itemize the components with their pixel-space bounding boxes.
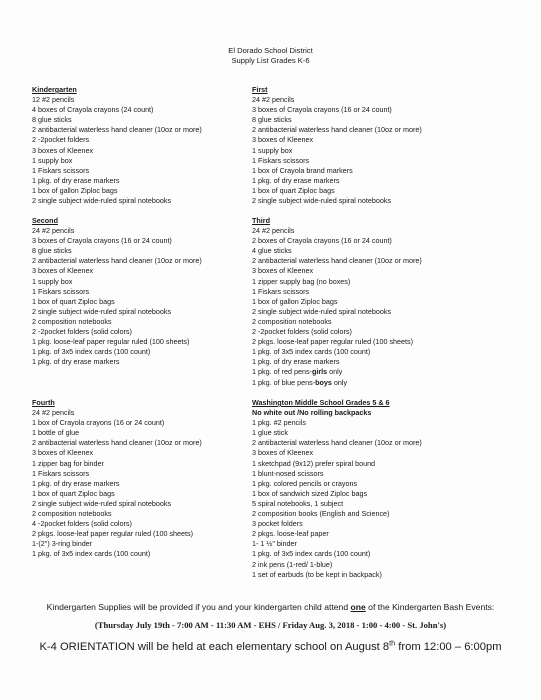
list-item: 2 composition notebooks — [32, 316, 112, 326]
list-item: 1 zipper supply bag (no boxes) — [252, 276, 351, 286]
list-item: 1 pkg. colored pencils or crayons — [252, 478, 358, 488]
list-item: 2 single subject wide-ruled spiral notebooks — [32, 196, 172, 206]
list-item: 1 sketchpad (9x12) prefer spiral bound — [252, 458, 376, 468]
list-item: 1 Fiskars scissors — [32, 286, 90, 296]
section-title: Third — [252, 216, 270, 225]
list-item: 4 glue sticks — [252, 246, 292, 256]
list-item: 3 boxes of Crayola crayons (16 or 24 count) — [252, 105, 392, 115]
list-item: 1 pkg. loose-leaf paper regular ruled (100 sheets) — [32, 337, 190, 347]
middle-school-section — [252, 398, 422, 580]
document-header — [0, 46, 541, 66]
section-title: Kindergarten — [32, 85, 77, 94]
list-item: 1 box of quart Ziploc bags — [252, 185, 335, 195]
list-item: 1 pkg. of 3x5 index cards (100 count) — [252, 549, 371, 559]
list-item: 1 pkg. of dry erase markers — [252, 175, 340, 185]
list-item: 2 antibacterial waterless hand cleaner (10oz or more) — [32, 256, 202, 266]
section-title: Washington Middle School Grades 5 & 6 — [252, 398, 390, 407]
list-item: 2 boxes of Crayola crayons (16 or 24 count) — [252, 236, 392, 246]
list-item: 12 #2 pencils — [32, 95, 75, 105]
list-item: 1 box of gallon Ziploc bags — [32, 185, 118, 195]
section-title: Fourth — [32, 398, 55, 407]
third-grade-section — [252, 216, 422, 388]
list-item: 2 antibacterial waterless hand cleaner (10oz or more) — [32, 125, 202, 135]
list-item: 1 box of quart Ziploc bags — [32, 296, 115, 306]
section-title: First — [252, 85, 268, 94]
list-item: 8 glue sticks — [252, 115, 292, 125]
list-item: 2 -2pocket folders — [32, 135, 90, 145]
list-item: 3 boxes of Kleenex — [32, 448, 94, 458]
list-item: 1 Fiskars scissors — [32, 165, 90, 175]
list-item: 1 supply box — [32, 276, 73, 286]
list-item: 2 pkgs. loose-leaf paper regular ruled (100 sheets) — [32, 529, 194, 539]
document-subtitle: Supply List Grades K-6 — [231, 56, 310, 65]
list-item: 3 boxes of Crayola crayons (16 or 24 count) — [32, 236, 172, 246]
list-item: 3 pocket folders — [252, 519, 303, 529]
list-item: 24 #2 pencils — [252, 226, 295, 236]
list-item: 24 #2 pencils — [252, 95, 295, 105]
list-item: 2 composition books (English and Science) — [252, 509, 390, 519]
list-item: 2 composition notebooks — [32, 509, 112, 519]
list-item: 2 antibacterial waterless hand cleaner (10oz or more) — [252, 256, 422, 266]
list-item: 2 -2pocket folders (solid colors) — [32, 327, 132, 337]
list-item: 2 antibacterial waterless hand cleaner (10oz or more) — [32, 438, 202, 448]
list-item: 1 Fiskars scissors — [252, 286, 310, 296]
list-item: 1 bottle of glue — [32, 428, 80, 438]
kindergarten-section — [32, 85, 202, 206]
list-item: 4 -2pocket folders (solid colors) — [32, 519, 132, 529]
list-item: 1 glue stick — [252, 428, 288, 438]
kindergarten-bash-note: Kindergarten Supplies will be provided if you and your kindergarten child attend one of the Kindergarten Bash Events: — [46, 602, 495, 612]
second-grade-section — [32, 216, 202, 367]
list-item: 1 pkg. of 3x5 index cards (100 count) — [32, 549, 151, 559]
list-item: 1 pkg. of dry erase markers — [32, 357, 120, 367]
list-item: 1 supply box — [32, 155, 73, 165]
orientation-notice: K-4 ORIENTATION will be held at each elementary school on August 8th from 12:00 – 6:00pm — [39, 638, 502, 653]
list-item: 2 single subject wide-ruled spiral notebooks — [32, 498, 172, 508]
list-item: 1 pkg. of dry erase markers — [32, 175, 120, 185]
list-item: 1 pkg. of dry erase markers — [252, 357, 340, 367]
list-item: 1 zipper bag for binder — [32, 458, 104, 468]
list-item: 1 box of Crayola crayons (16 or 24 count) — [32, 418, 165, 428]
list-item: 4 boxes of Crayola crayons (24 count) — [32, 105, 154, 115]
list-item: 1 box of sandwich sized Ziploc bags — [252, 488, 368, 498]
list-item: 2 antibacterial waterless hand cleaner (10oz or more) — [252, 438, 422, 448]
list-item: 2 composition notebooks — [252, 316, 332, 326]
list-item: 2 ink pens (1-red/ 1-blue) — [252, 559, 333, 569]
section-note: No white out /No rolling backpacks — [252, 408, 372, 418]
list-item: 1 Fiskars scissors — [32, 468, 90, 478]
list-item: 2 single subject wide-ruled spiral notebooks — [32, 306, 172, 316]
list-item: 3 boxes of Kleenex — [32, 145, 94, 155]
list-item: 1 blunt-nosed scissors — [252, 468, 324, 478]
list-item: 1- 1 ½" binder — [252, 539, 297, 549]
list-item: 1 box of quart Ziploc bags — [32, 488, 115, 498]
list-item: 2 single subject wide-ruled spiral notebooks — [252, 306, 392, 316]
list-item: 1 pkg. #2 pencils — [252, 418, 306, 428]
list-item: 1 box of Crayola brand markers — [252, 165, 353, 175]
first-grade-section — [252, 85, 422, 206]
list-item: 1 set of earbuds (to be kept in backpack) — [252, 569, 382, 579]
list-item: 24 #2 pencils — [32, 408, 75, 418]
bash-event-dates: (Thursday July 19th - 7:00 AM - 11:30 AM - EHS / Friday Aug. 3, 2018 - 1:00 - 4:00 - St. John's) — [94, 620, 447, 630]
list-item: 24 #2 pencils — [32, 226, 75, 236]
list-item: 3 boxes of Kleenex — [32, 266, 94, 276]
section-title: Second — [32, 216, 58, 225]
list-item: 1 pkg. of red pens-girls only — [252, 367, 343, 377]
list-item: 2 pkgs. loose-leaf paper — [252, 529, 329, 539]
list-item: 8 glue sticks — [32, 115, 72, 125]
district-name: El Dorado School District — [228, 46, 313, 55]
list-item: 1 Fiskars scissors — [252, 155, 310, 165]
fourth-grade-section — [32, 398, 202, 560]
list-item: 1 supply box — [252, 145, 293, 155]
list-item: 2 antibacterial waterless hand cleaner (10oz or more) — [252, 125, 422, 135]
list-item: 2 single subject wide-ruled spiral notebooks — [252, 196, 392, 206]
list-item: 3 boxes of Kleenex — [252, 448, 314, 458]
list-item: 2 pkgs. loose-leaf paper regular ruled (100 sheets) — [252, 337, 414, 347]
list-item: 3 boxes of Kleenex — [252, 135, 314, 145]
list-item: 1 pkg. of blue pens-boys only — [252, 377, 348, 387]
list-item: 1 pkg. of dry erase markers — [32, 478, 120, 488]
list-item: 1 pkg. of 3x5 index cards (100 count) — [32, 347, 151, 357]
list-item: 2 -2pocket folders (solid colors) — [252, 327, 352, 337]
list-item: 3 boxes of Kleenex — [252, 266, 314, 276]
list-item: 8 glue sticks — [32, 246, 72, 256]
list-item: 1 pkg. of 3x5 index cards (100 count) — [252, 347, 371, 357]
list-item: 1-(2") 3-ring binder — [32, 539, 93, 549]
list-item: 1 box of gallon Ziploc bags — [252, 296, 338, 306]
list-item: 5 spiral notebooks, 1 subject — [252, 498, 344, 508]
